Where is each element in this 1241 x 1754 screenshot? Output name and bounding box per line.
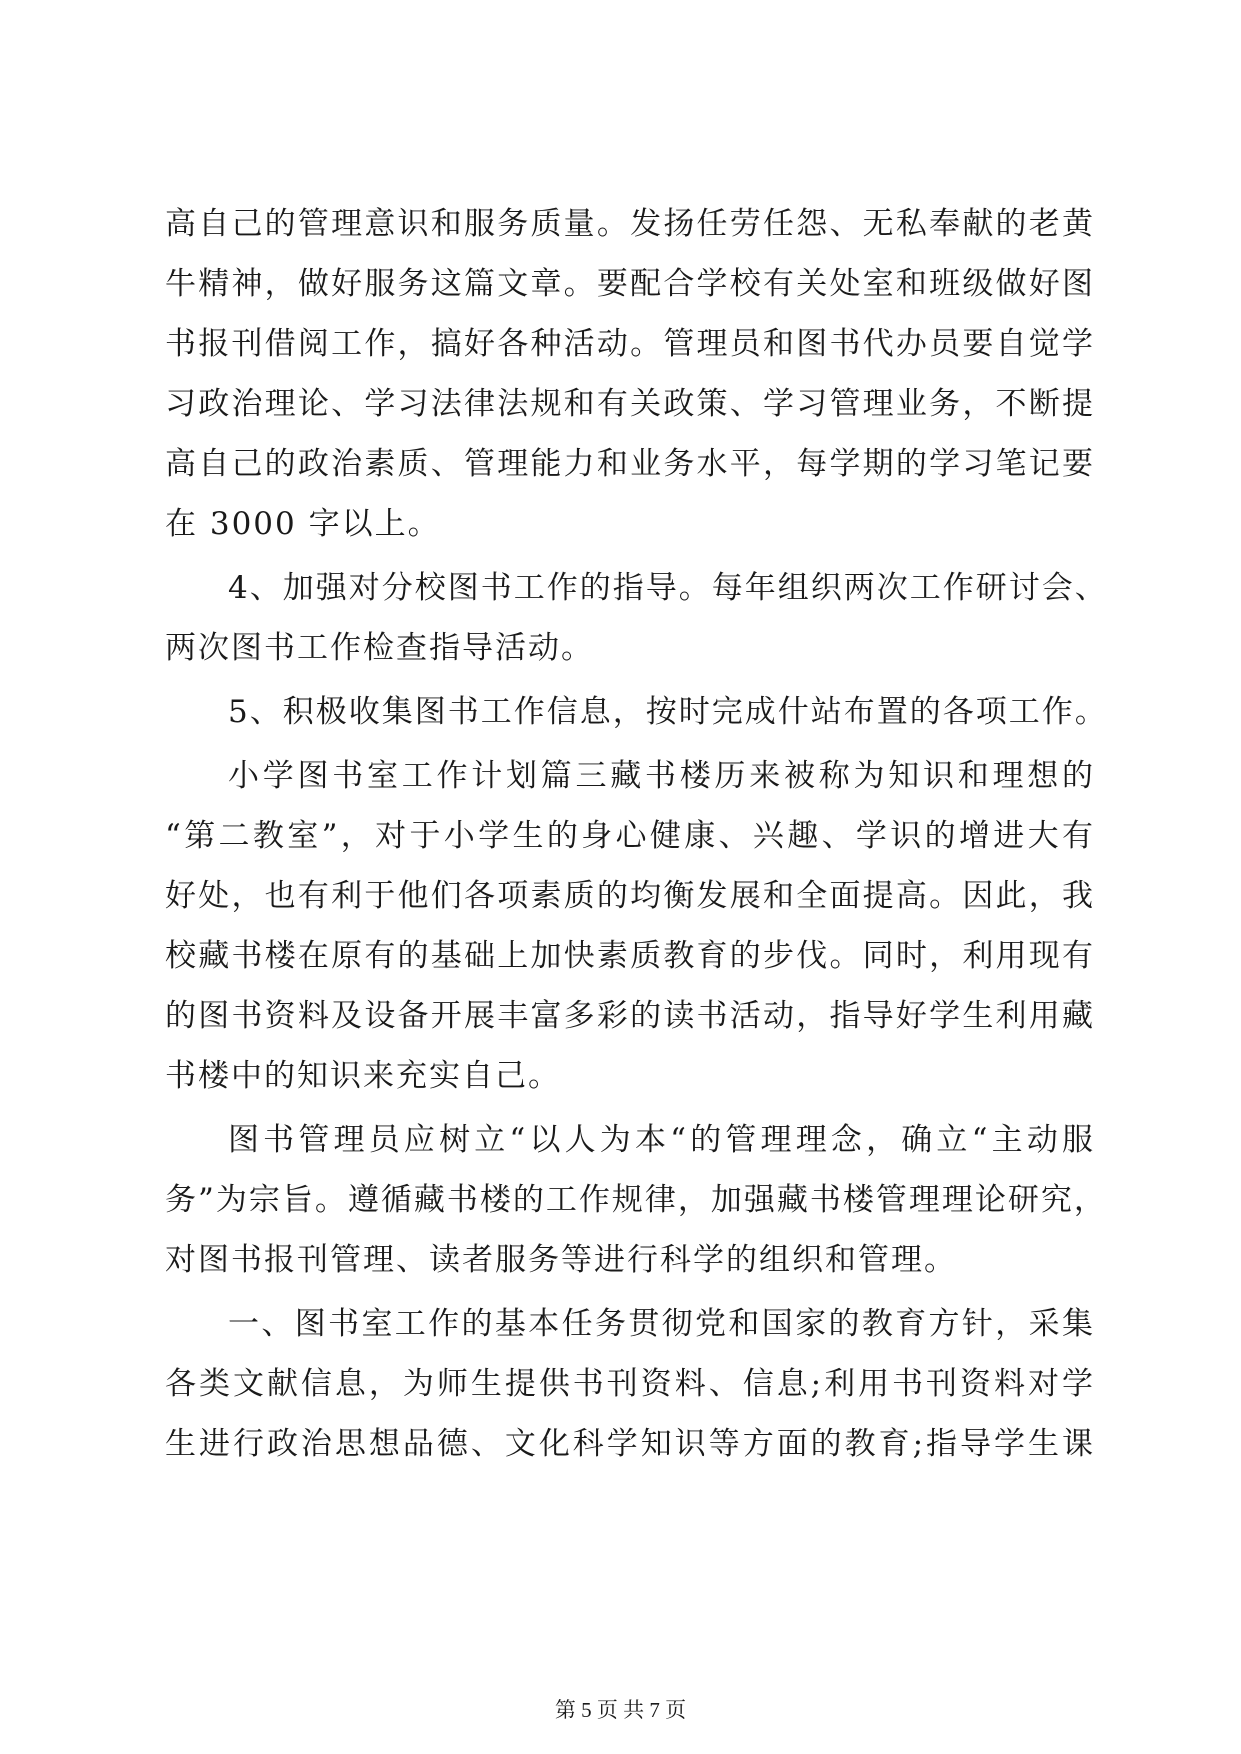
body-line-3: 书报刊借阅工作，搞好各种活动。管理员和图书代办员要自觉学 [165, 326, 1095, 362]
body-line-20: 各类文献信息，为师生提供书刊资料、信息;利用书刊资料对学 [165, 1366, 1095, 1402]
body-line-19: 一、图书室工作的基本任务贯彻党和国家的教育方针，采集 [228, 1306, 1095, 1342]
body-line-15: 书楼中的知识来充实自己。 [165, 1058, 561, 1094]
body-line-6: 在 3000 字以上。 [165, 506, 441, 542]
body-line-17: 务”为宗旨。遵循藏书楼的工作规律，加强藏书楼管理理论研究， [165, 1182, 1107, 1218]
body-line-18: 对图书报刊管理、读者服务等进行科学的组织和管理。 [165, 1242, 957, 1278]
body-line-13: 校藏书楼在原有的基础上加快素质教育的步伐。同时，利用现有 [165, 938, 1095, 974]
body-line-14: 的图书资料及设备开展丰富多彩的读书活动，指导好学生利用藏 [165, 998, 1095, 1034]
body-line-1: 高自己的管理意识和服务质量。发扬任劳任怨、无私奉献的老黄 [165, 206, 1095, 242]
page-footer: 第 5 页 共 7 页 [554, 1698, 687, 1722]
body-line-8: 两次图书工作检查指导活动。 [165, 630, 594, 666]
body-line-12: 好处，也有利于他们各项素质的均衡发展和全面提高。因此，我 [165, 878, 1095, 914]
body-line-9: 5、积极收集图书工作信息，按时完成什站布置的各项工作。 [228, 694, 1108, 730]
body-line-7: 4、加强对分校图书工作的指导。每年组织两次工作研讨会、 [228, 570, 1108, 606]
body-line-16: 图书管理员应树立“以人为本“的管理理念，确立“主动服 [228, 1122, 1095, 1158]
body-line-2: 牛精神，做好服务这篇文章。要配合学校有关处室和班级做好图 [165, 266, 1095, 302]
body-line-4: 习政治理论、学习法律法规和有关政策、学习管理业务，不断提 [165, 386, 1095, 422]
body-line-10: 小学图书室工作计划篇三藏书楼历来被称为知识和理想的 [228, 758, 1095, 794]
body-line-11: “第二教室”，对于小学生的身心健康、兴趣、学识的增进大有 [165, 818, 1095, 854]
body-line-5: 高自己的政治素质、管理能力和业务水平，每学期的学习笔记要 [165, 446, 1095, 482]
body-line-21: 生进行政治思想品德、文化科学知识等方面的教育;指导学生课 [165, 1426, 1095, 1462]
